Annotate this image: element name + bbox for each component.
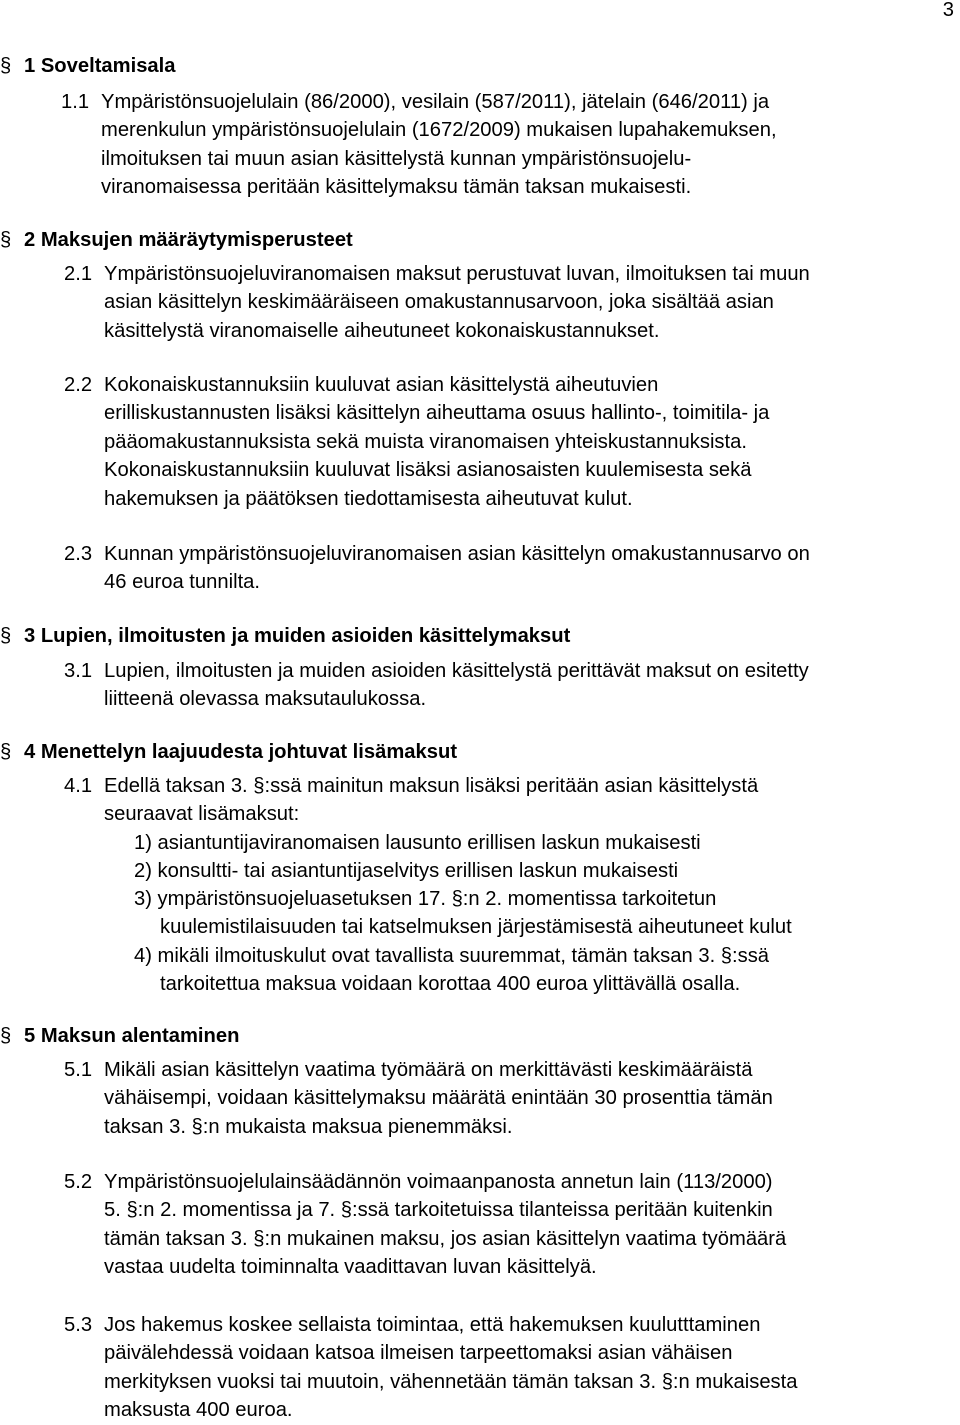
paragraph-2-3 — [64, 540, 810, 597]
page-number: 3 — [942, 0, 954, 21]
section-sign: § — [0, 229, 12, 251]
paragraph-line: Kokonaiskustannuksiin kuuluvat lisäksi asianosaisten kuulemisesta sekä — [104, 459, 752, 482]
paragraph-line: 46 euroa tunnilta. — [104, 571, 261, 594]
paragraph-line: Mikäli asian käsittelyn vaatima työmäärä on merkittävästi keskimääräistä — [104, 1059, 753, 1081]
section-heading-5 — [0, 1022, 239, 1050]
paragraph-line: Jos hakemus koskee sellaista toimintaa, että hakemuksen kuulutttaminen — [104, 1314, 761, 1336]
paragraph-5-2 — [64, 1168, 786, 1282]
paragraph-line: asian käsittelyn keskimääräiseen omakustannusarvoon, joka sisältää asian — [104, 291, 774, 314]
paragraph-line: maksusta 400 euroa. — [104, 1399, 293, 1422]
section-sign: § — [0, 1025, 12, 1047]
paragraph-line: erilliskustannusten lisäksi käsittelyn aiheuttama osuus hallinto-, toimitila- ja — [104, 402, 770, 425]
section-heading-2 — [0, 226, 353, 254]
paragraph-number: 4.1 — [64, 775, 93, 797]
section-sign: § — [0, 625, 12, 647]
list-item — [134, 857, 678, 885]
paragraph-number: 5.3 — [64, 1314, 93, 1336]
paragraph-2-1 — [64, 260, 810, 345]
list-item-line: 2) konsultti- tai asiantuntijaselvitys erillisen laskun mukaisesti — [134, 860, 679, 882]
section-heading-1 — [0, 52, 176, 80]
paragraph-line: vastaa uudelta toiminnalta vaadittavan luvan käsittelyä. — [104, 1256, 597, 1279]
paragraph-line: tämän taksan 3. §:n mukainen maksu, jos asian käsittelyn vaatima työmäärä — [104, 1227, 787, 1250]
paragraph-number: 2.3 — [64, 543, 93, 565]
section-title: 1 Soveltamisala — [24, 55, 176, 77]
paragraph-line: pääomakustannuksista sekä muista viranomaisen yhteiskustannuksista. — [104, 430, 747, 453]
paragraph-3-1 — [64, 657, 809, 714]
list-item — [134, 829, 701, 857]
paragraph-line: Ympäristönsuojeluviranomaisen maksut perustuvat luvan, ilmoituksen tai muun — [104, 263, 810, 285]
paragraph-5-3 — [64, 1311, 797, 1425]
section-title: 4 Menettelyn laajuudesta johtuvat lisämaksut — [24, 741, 458, 763]
list-item-line: 1) asiantuntijaviranomaisen lausunto erillisen laskun mukaisesti — [134, 832, 701, 854]
paragraph-line: merkityksen vuoksi tai muutoin, vähennetään tämän taksan 3. §:n mukaisesta — [104, 1370, 798, 1393]
paragraph-line: 5. §:n 2. momentissa ja 7. §:ssä tarkoitetuissa tilanteissa peritään kuitenkin — [104, 1199, 773, 1222]
section-sign: § — [0, 55, 12, 77]
paragraph-line: liitteenä olevassa maksutaulukossa. — [104, 688, 427, 711]
section-title: 5 Maksun alentaminen — [24, 1025, 240, 1047]
paragraph-line: Kokonaiskustannuksiin kuuluvat asian käsittelystä aiheutuvien — [104, 374, 659, 396]
list-item — [134, 942, 769, 999]
paragraph-line: Edellä taksan 3. §:ssä mainitun maksun lisäksi peritään asian käsittelystä — [104, 775, 759, 797]
section-title: 3 Lupien, ilmoitusten ja muiden asioiden käsittelymaksut — [24, 625, 571, 647]
list-item-line: 4) mikäli ilmoituskulut ovat tavallista suuremmat, tämän taksan 3. §:ssä — [134, 945, 770, 967]
paragraph-number: 1.1 — [61, 91, 90, 113]
section-sign: § — [0, 741, 12, 763]
paragraph-line: taksan 3. §:n mukaista maksua pienemmäksi. — [104, 1115, 513, 1138]
paragraph-4-1 — [64, 772, 758, 829]
paragraph-line: päivälehdessä voidaan katsoa ilmeisen tarpeettomaksi asian vähäisen — [104, 1342, 733, 1365]
paragraph-5-1 — [64, 1056, 773, 1141]
paragraph-line: käsittelystä viranomaiselle aiheutuneet kokonaiskustannukset. — [104, 319, 660, 342]
paragraph-line: Ympäristönsuojelulain (86/2000), vesilain (587/2011), jätelain (646/2011) ja — [101, 91, 770, 113]
paragraph-number: 2.2 — [64, 374, 93, 396]
paragraph-line: viranomaisessa peritään käsittelymaksu tämän taksan mukaisesti. — [101, 176, 692, 199]
list-item-line: 3) ympäristönsuojeluasetuksen 17. §:n 2. momentissa tarkoitetun — [134, 888, 717, 910]
paragraph-1-1 — [61, 88, 777, 202]
section-heading-4 — [0, 738, 457, 766]
paragraph-number: 3.1 — [64, 660, 93, 682]
paragraph-number: 5.1 — [64, 1059, 93, 1081]
list-item — [134, 885, 792, 942]
paragraph-2-2 — [64, 371, 769, 513]
list-item-line: kuulemistilaisuuden tai katselmuksen järjestämisestä aiheutuneet kulut — [160, 916, 792, 939]
paragraph-line: hakemuksen ja päätöksen tiedottamisesta aiheutuvat kulut. — [104, 487, 633, 510]
section-heading-3 — [0, 622, 570, 650]
paragraph-line: ilmoituksen tai muun asian käsittelystä kunnan ympäristönsuojelu- — [101, 147, 692, 170]
list-item-line: tarkoitettua maksua voidaan korottaa 400 euroa ylittävällä osalla. — [160, 973, 741, 996]
paragraph-line: seuraavat lisämaksut: — [104, 803, 300, 826]
paragraph-line: merenkulun ympäristönsuojelulain (1672/2009) mukaisen lupahakemuksen, — [101, 119, 777, 142]
paragraph-line: Lupien, ilmoitusten ja muiden asioiden käsittelystä perittävät maksut on esitetty — [104, 660, 809, 682]
paragraph-line: vähäisempi, voidaan käsittelymaksu määrätä enintään 30 prosenttia tämän — [104, 1087, 773, 1110]
paragraph-line: Ympäristönsuojelulainsäädännön voimaanpanosta annetun lain (113/2000) — [104, 1171, 773, 1193]
paragraph-number: 5.2 — [64, 1171, 93, 1193]
paragraph-number: 2.1 — [64, 263, 93, 285]
paragraph-line: Kunnan ympäristönsuojeluviranomaisen asian käsittelyn omakustannusarvo on — [104, 543, 810, 565]
section-title: 2 Maksujen määräytymisperusteet — [24, 229, 353, 251]
